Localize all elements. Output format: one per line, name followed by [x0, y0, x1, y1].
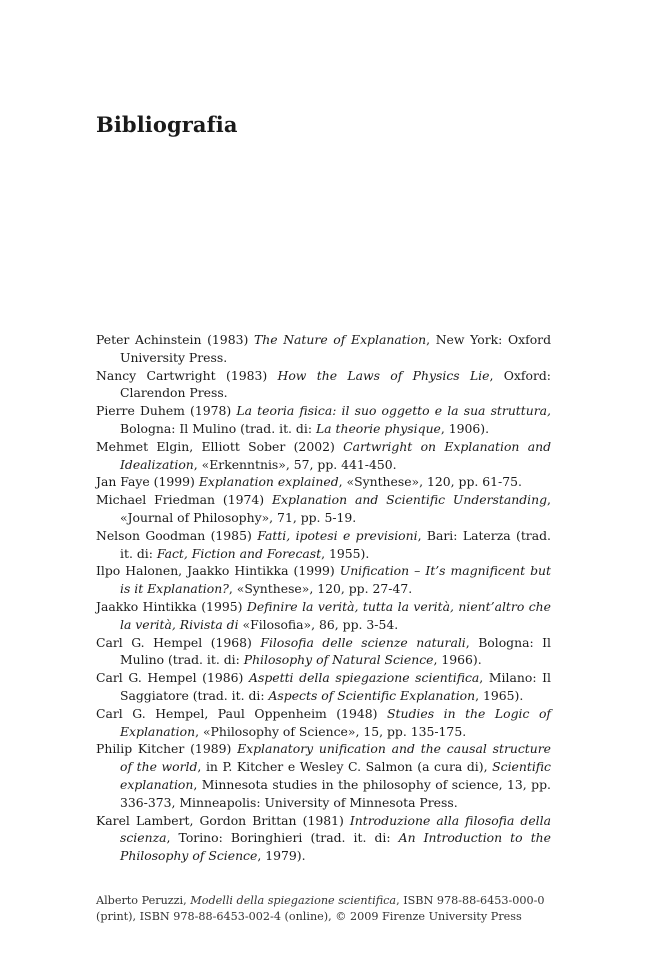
bibliography-entry: Nancy Cartwright (1983) How the Laws of Physics Lie, Oxford: Clarendon Press. [96, 367, 551, 401]
bibliography-entry: Peter Achinstein (1983) The Nature of Explanation, New York: Oxford University Press. [96, 332, 552, 365]
bibliography-entry: Philip Kitcher (1989) Explanatory unification and the causal structure of the world, in P. Kitcher e Wesley C. Salmon (a cura di), Scientific explanation, Minnesota studies in the philosophy of science, 13, pp. 336-373, Minneapolis: University of Minnesota Press. [96, 741, 551, 810]
bibliography-entry: Jaakko Hintikka (1995) Definire la verità, tutta la verità, nient’altro che la verità, Rivista di «Filosofia», 86, pp. 3-54. [96, 598, 551, 632]
bibliography-entry: Pierre Duhem (1978) La teoria fisica: il suo oggetto e la sua struttura, Bologna: Il Mulino (trad. it. di: La theorie physique, 1906). [96, 403, 551, 436]
footer-publication-info: , ISBN 978-88-6453-000-0 (print), ISBN 978-88-6453-002-4 (online), © 2009 Firenze University Press [96, 894, 545, 923]
page-title: Bibliografia [96, 112, 238, 138]
bibliography-list [96, 331, 551, 865]
bibliography-entry: Mehmet Elgin, Elliott Sober (2002) Cartwright on Explanation and Idealization, «Erkenntnis», 57, pp. 441-450. [96, 438, 552, 472]
bibliography-entry: Carl G. Hempel (1968) Filosofia delle scienze naturali, Bologna: Il Mulino (trad. it. di: Philosophy of Natural Science, 1966). [96, 634, 551, 668]
bibliography-entry: Carl G. Hempel, Paul Oppenheim (1948) Studies in the Logic of Explanation, «Philosophy of Science», 15, pp. 135-175. [96, 705, 551, 739]
bibliography-entry: Karel Lambert, Gordon Brittan (1981) Introduzione alla filosofia della scienza, Torino: Boringhieri (trad. it. di: An Introduction to the Philosophy of Science, 1979). [96, 812, 551, 864]
bibliography-entry: Carl G. Hempel (1986) Aspetti della spiegazione scientifica, Milano: Il Saggiatore (trad. it. di: Aspects of Scientific Explanation, 1965). [96, 670, 551, 703]
bibliography-entry: Michael Friedman (1974) Explanation and Scientific Understanding, «Journal of Philosophy», 71, pp. 5-19. [96, 492, 551, 525]
footer-book-title: Modelli della spiegazione scientifica [190, 894, 397, 907]
footer-author: Alberto Peruzzi, [96, 894, 191, 907]
page-footer [96, 893, 566, 925]
bibliography-entry: Ilpo Halonen, Jaakko Hintikka (1999) Unification – It’s magnificent but is it Explanation?, «Synthese», 120, pp. 27-47. [96, 563, 551, 597]
bibliography-entry: Nelson Goodman (1985) Fatti, ipotesi e previsioni, Bari: Laterza (trad. it. di: Fact, Fiction and Forecast, 1955). [96, 527, 551, 561]
bibliography-entry: Jan Faye (1999) Explanation explained, «Synthese», 120, pp. 61-75. [96, 474, 522, 490]
